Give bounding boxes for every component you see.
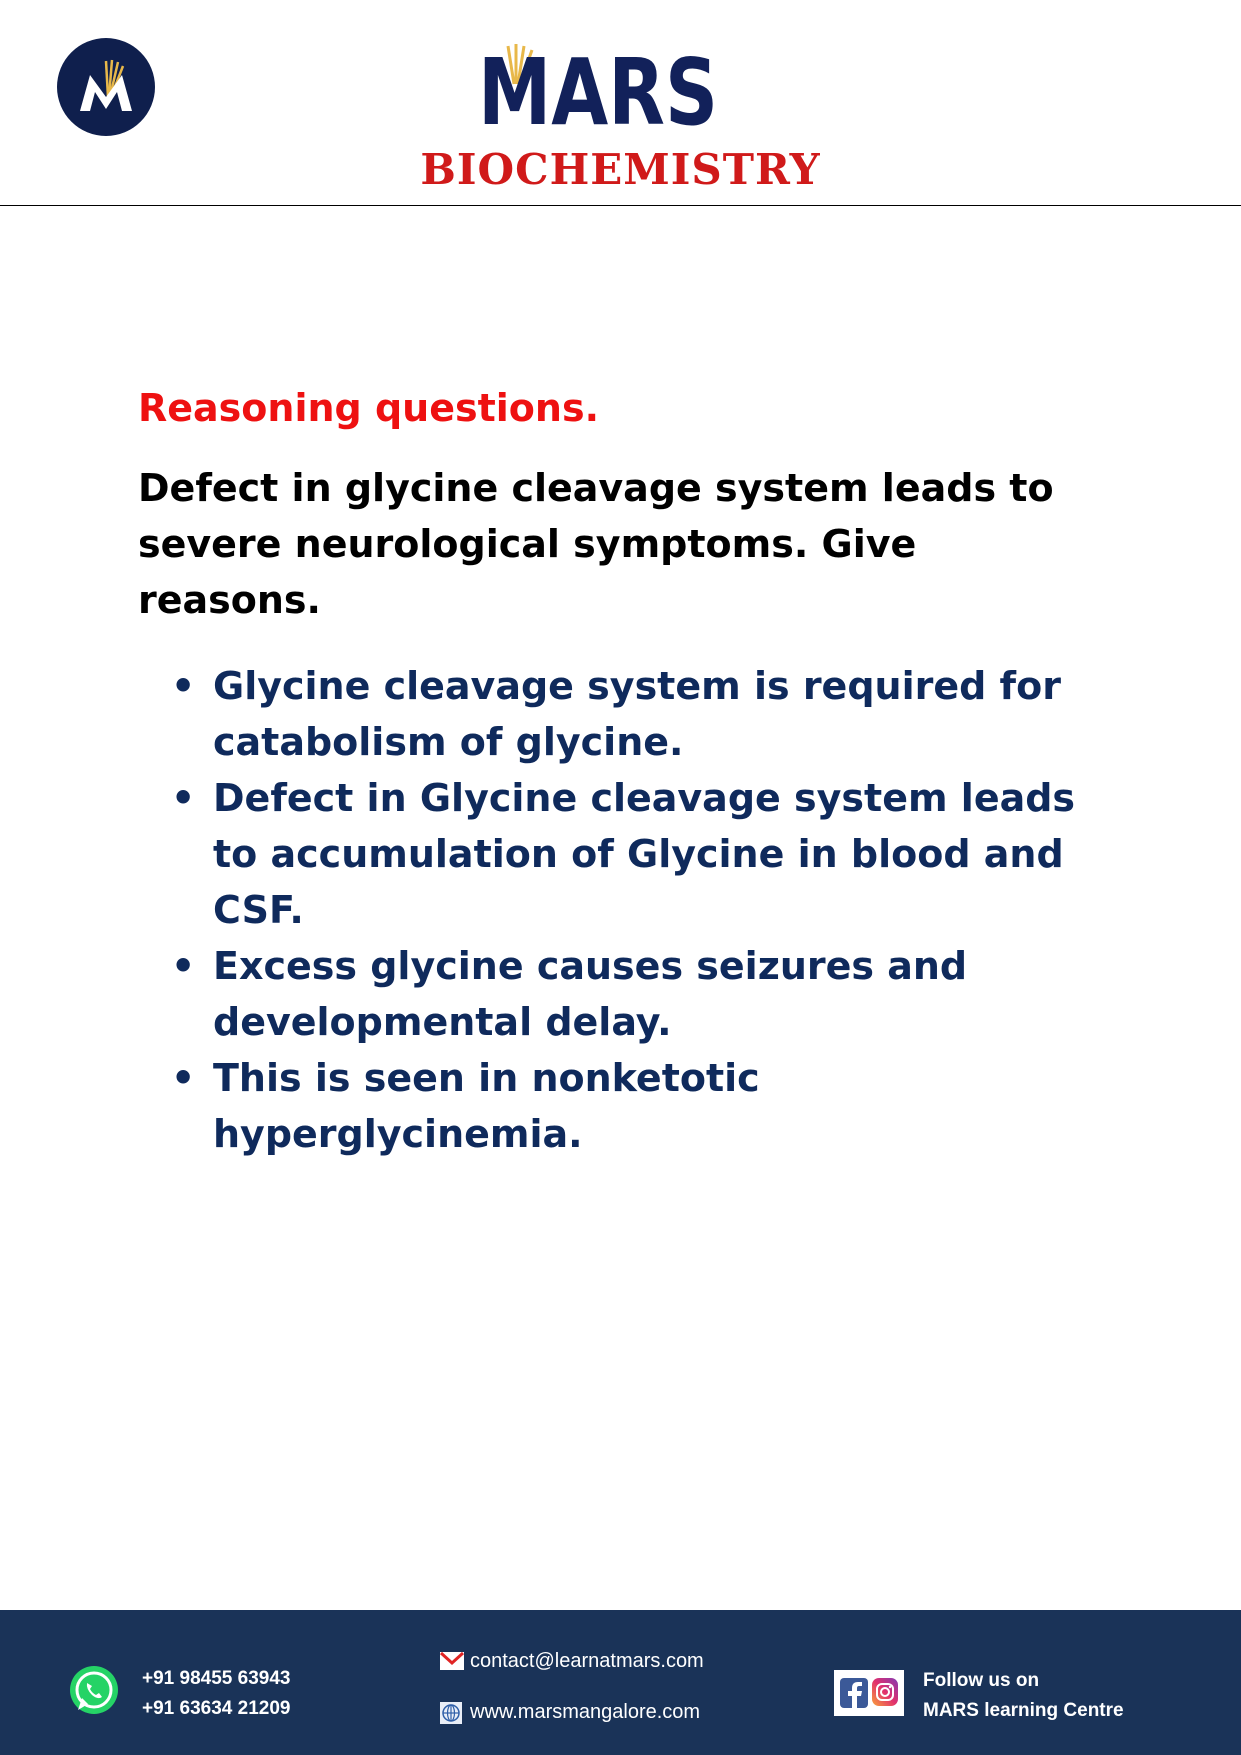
page-header	[0, 0, 1241, 206]
facebook-icon[interactable]	[840, 1678, 868, 1708]
social-icons	[834, 1670, 904, 1716]
phone-number[interactable]: +91 63634 21209	[142, 1698, 291, 1719]
answer-item: • Excess glycine causes seizures and developmental delay.	[213, 938, 1118, 1050]
follow-line[interactable]: MARS learning Centre	[923, 1700, 1124, 1721]
mars-brand-logo	[474, 39, 722, 146]
header-divider	[0, 205, 1241, 206]
answer-list	[138, 658, 1118, 1162]
main-content	[138, 380, 1118, 1162]
section-heading: Reasoning questions.	[138, 386, 600, 430]
globe-icon	[440, 1702, 462, 1724]
brand-wordmark: MARS	[478, 39, 718, 146]
phone-numbers	[142, 1664, 290, 1724]
instagram-icon[interactable]	[872, 1678, 898, 1706]
answer-item: • Glycine cleavage system is required for catabolism of glycine.	[213, 658, 1118, 770]
answer-item: • This is seen in nonketotic hyperglycinemia.	[213, 1050, 1118, 1162]
contact-email[interactable]: contact@learnatmars.com	[470, 1650, 704, 1672]
subject-title: BIOCHEMISTRY	[420, 145, 821, 194]
follow-line: Follow us on	[923, 1670, 1040, 1691]
answer-item: • Defect in Glycine cleavage system leads to accumulation of Glycine in blood and CSF.	[213, 770, 1118, 938]
follow-us	[923, 1666, 1124, 1726]
website-link[interactable]: www.marsmangalore.com	[470, 1701, 701, 1723]
question-text: Defect in glycine cleavage system leads to severe neurological symptoms. Give reasons.	[138, 466, 1054, 622]
mars-round-logo	[56, 37, 156, 137]
page-footer	[0, 1610, 1241, 1755]
whatsapp-icon	[68, 1664, 120, 1716]
phone-number[interactable]: +91 98455 63943	[142, 1668, 291, 1689]
mail-icon	[440, 1652, 464, 1670]
